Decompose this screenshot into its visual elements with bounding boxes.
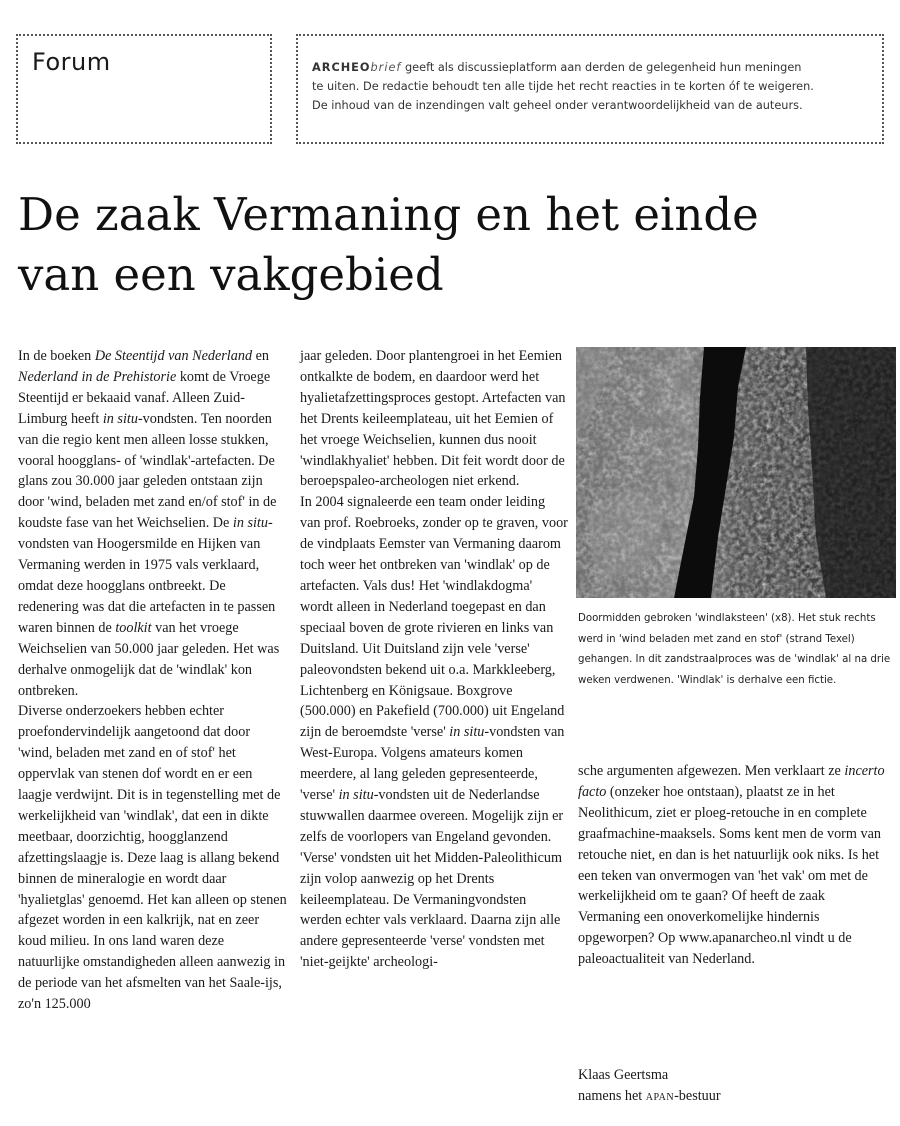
book-title: De Steentijd van Nederland <box>94 348 253 364</box>
text-run: In de boeken <box>18 348 95 364</box>
editorial-notice <box>296 34 884 144</box>
notice-text-line1: geeft als discussieplatform aan derden de gelegenheid hun meningen <box>401 61 802 74</box>
photo-caption: Doormidden gebroken 'windlaksteen' (x8). Het stuk rechts werd in 'wind beladen met zand en stof' (strand Texel) gehangen. In dit zandstraalproces was de 'windlak' al na drie weken verdwenen. 'Windlak' is derhalve een fictie. <box>578 613 891 686</box>
article-column-3 <box>578 761 890 970</box>
italic-term: in situ <box>449 724 485 741</box>
author-role <box>578 1086 890 1108</box>
text-run: -vondsten uit de Nederlandse stuwwallen daarmee overeen. Mogelijk zijn er zelfs de voorlopers van Engeland gevonden. 'Verse' vondsten uit het Midden-Paleolithicum zijn volop aanwezig op het Drents keileemplateau. De Vermaningvondsten werden echter vals verklaard. Daarna zijn alle andere gepresenteerde 'verse' vondsten met 'niet-geijkte' archeologi- <box>300 787 564 971</box>
article-title-line1: De zaak Vermaning en het einde <box>18 188 759 241</box>
role-org: APAN <box>645 1092 675 1103</box>
text-run: -vondsten van West-Europa. Volgens amateurs komen meerdere, al lang geleden gepresenteerde, 'verse' <box>300 724 565 804</box>
text-run: In 2004 signaleerde een team onder leiding van prof. Roebroeks, zonder op te graven, voor de vindplaats Eemster van Vermaning daarom toch weer het ontbreken van 'windlak' op de artefacten. Vals dus! Het 'windlakdogma' wordt alleen in Nederland toegepast en dan speciaal boven de grote rivieren en links van Duitsland. Uit Duitsland zijn vele 'verse' paleovondsten bekend uit o.a. Markkleeberg, Lichtenberg en Königsaue. Boxgrove (500.000) en Pakefield (700.000) uit Engeland zijn de beroemdste 'verse' <box>300 494 568 741</box>
paragraph <box>578 761 890 970</box>
role-prefix: namens het <box>578 1088 646 1104</box>
article-column-1 <box>18 346 288 1015</box>
paragraph <box>300 492 568 973</box>
text-run: sche argumenten afgewezen. Men verklaart ze <box>578 763 845 779</box>
brand-archeo: ARCHEO <box>312 61 371 74</box>
italic-term: in situ <box>232 515 268 532</box>
text-run: -vondsten. Ten noorden van die regio kent men alleen losse stukken, vooral hoogglans- of 'windlak'-artefacten. De glans zou 30.000 jaar geleden ontstaan zijn door 'wind, beladen met zand en/of stof' in de koudste fase van het Weichselien. De <box>18 410 277 532</box>
stone-photo <box>576 347 896 598</box>
italic-term: toolkit <box>115 619 152 636</box>
italic-term: incerto facto <box>578 763 885 800</box>
notice-text-line3: De inhoud van de inzendingen valt geheel onder verantwoordelijkheid van de auteurs. <box>312 99 803 112</box>
text-run: komt de Vroege Steentijd er bekaaid vanaf. Alleen Zuid-Limburg heeft <box>18 368 271 427</box>
notice-text-line2: te uiten. De redactie behoudt ten alle tijde het recht reacties in te korten óf te weigeren. <box>312 80 814 93</box>
brand-brief: brief <box>370 61 402 74</box>
article-column-2 <box>300 346 568 973</box>
stone-photo-image <box>576 347 896 598</box>
italic-term: in situ <box>338 787 374 804</box>
role-suffix: -bestuur <box>674 1088 721 1104</box>
section-label: Forum <box>32 48 111 76</box>
italic-term: in situ <box>102 410 138 427</box>
paragraph <box>18 346 288 701</box>
text-run: (onzeker hoe ontstaan), plaatst ze in het Neolithicum, ziet er ploeg-retouche in en complete graafmachine-maaksels. Soms kent men de vorm van retouche niet, en dan is het natuurlijk ook niks. Is het een teken van onvermogen van 'het vak' om met de werkelijkheid om te gaan? Of heeft de zaak Vermaning een onoverkomelijke hindernis opgeworpen? Op www.apanarcheo.nl vindt u de paleoactualiteit van Nederland. <box>578 783 881 968</box>
article-title <box>18 185 888 305</box>
book-title: Nederland in de Prehistorie <box>18 368 177 385</box>
paragraph: Diverse onderzoekers hebben echter proefondervindelijk aangetoond dat door 'wind, beladen met zand en of stof' het oppervlak van stenen dof wordt en er een laagje verdwijnt. Dit is in tegenstelling met de werkelijkheid van 'windlak', dat een in dikte meetbaar, doorzichtig, hoogglanzend afzettingslaagje is. Deze laag is allang bekend binnen de mineralogie en wordt daar 'hyalietglas' genoemd. Het kan alleen op stenen afgezet worden in een kalkrijk, nat en zeer koud milieu. In ons land waren deze natuurlijke omstandigheden alleen aanwezig in de periode van het afsmelten van het Saale-ijs, zo'n 125.000 <box>18 703 287 1013</box>
article-title-line2: van een vakgebied <box>18 248 444 301</box>
text-run: en <box>252 348 269 364</box>
author-name: Klaas Geertsma <box>578 1067 669 1083</box>
forum-section-box <box>16 34 272 144</box>
signature <box>578 1065 890 1108</box>
text-run: van het vroege Weichselien van 50.000 jaar geleden. Het was derhalve onmogelijk dat de 'windlak' kon ontbreken. <box>18 619 280 699</box>
paragraph: jaar geleden. Door plantengroei in het Eemien ontkalkte de bodem, en daardoor werd het hyalietafzettingsproces gestopt. Artefacten van het Drents keileemplateau, uit het Eemien of het vroege Weichselien, kunnen dus nooit 'windlakhyaliet' hebben. Dit feit wordt door de beroepspaleo-archeologen niet erkend. <box>300 348 566 490</box>
text-run: -vondsten van Hoogersmilde en Hijken van Vermaning werden in 1975 vals verklaard, omdat deze hoogglans ontbreekt. De redenering was dat die artefacten in te passen waren binnen de <box>18 515 276 636</box>
